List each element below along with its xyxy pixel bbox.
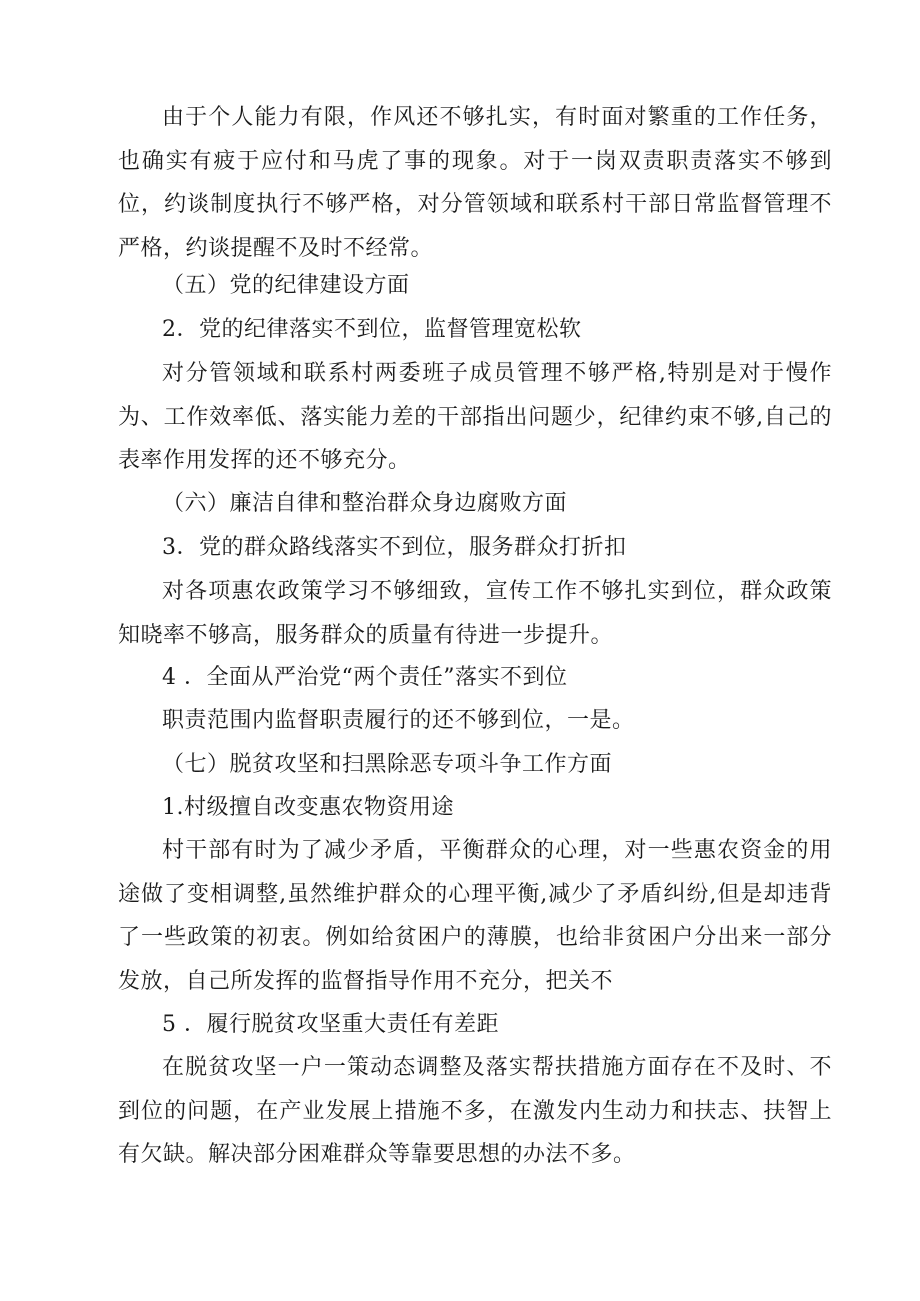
subheading-3: 3．党的群众路线落实不到位，服务群众打折扣	[162, 535, 627, 560]
paragraph-supervision: 职责范围内监督职责履行的还不够到位，一是。	[162, 708, 635, 733]
paragraph-village-cadres: 村干部有时为了减少矛盾，平衡群众的心理，对一些惠农资金的用途做了变相调整,虽然维护群众的心理平衡,减少了矛盾纠纷,但是却违背了一些政策的初衷。例如给贫困户的薄膜，也给非贫困户分出来一部分发放，自己所发挥的监督指导作用不充分，把关不	[118, 838, 832, 994]
section-heading-7: （七）脱贫攻坚和扫黑除恶专项斗争工作方面	[162, 752, 613, 777]
section-heading-6: （六）廉洁自律和整治群众身边腐败方面	[162, 491, 568, 516]
subheading-5: 5 ．履行脱贫攻坚重大责任有差距	[162, 1012, 499, 1037]
paragraph-discipline: 对分管领域和联系村两委班子成员管理不够严格,特别是对于慢作为、工作效率低、落实能力差的干部指出问题少，纪律约束不够,自己的表率作用发挥的还不够充分。	[118, 361, 832, 473]
paragraph-work-style: 由于个人能力有限，作风还不够扎实，有时面对繁重的工作任务，也确实有疲于应付和马虎了事的现象。对于一岗双责职责落实不够到位，约谈制度执行不够严格，对分管领域和联系村干部日常监督管理不严格，约谈提醒不及时不经常。	[118, 105, 832, 261]
section-heading-5: （五）党的纪律建设方面	[162, 273, 410, 298]
paragraph-mass-line: 对各项惠农政策学习不够细致，宣传工作不够扎实到位，群众政策知晓率不够高，服务群众的质量有待进一步提升。	[118, 579, 832, 648]
subheading-4: 4 ．全面从严治党“两个责任”落实不到位	[162, 665, 568, 690]
paragraph-poverty-alleviation: 在脱贫攻坚一户一策动态调整及落实帮扶措施方面存在不及时、不到位的问题，在产业发展上措施不多，在激发内生动力和扶志、扶智上有欠缺。解决部分困难群众等靠要思想的办法不多。	[118, 1055, 832, 1167]
subheading-2: 2．党的纪律落实不到位，监督管理宽松软	[162, 317, 582, 342]
subheading-1: 1.村级擅自改变惠农物资用途	[162, 795, 454, 820]
